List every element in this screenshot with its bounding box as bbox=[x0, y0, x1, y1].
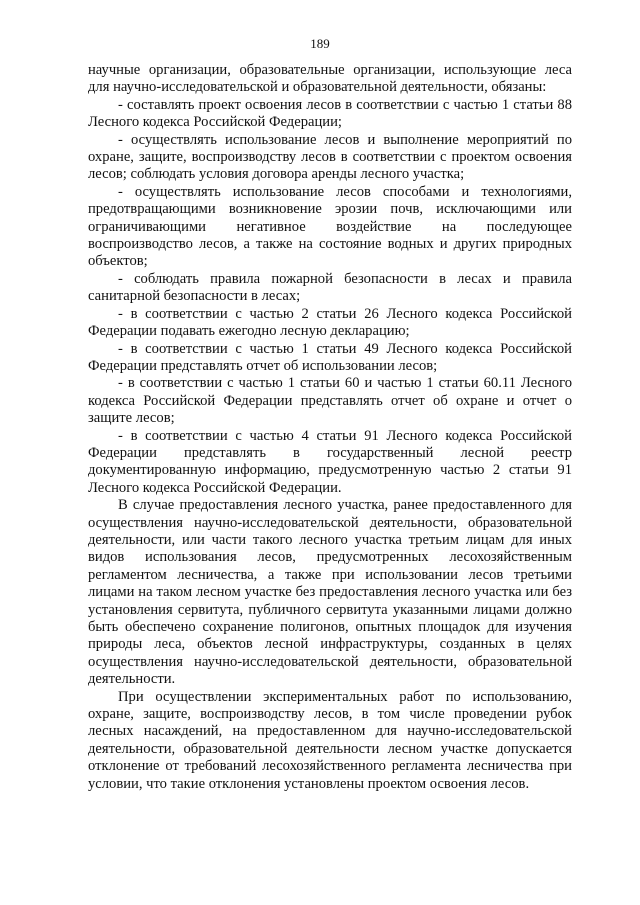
list-item-erosion-prevention: - осуществлять использование лесов способами и технологиями, предотвращающими возникновение эрозии почв, исключающими или ограничивающими негативное воздействие на последующее воспроизводство лесов, а также на состояние водных и других природных объектов; bbox=[88, 183, 572, 270]
list-item-forest-declaration: - в соответствии с частью 2 статьи 26 Лесного кодекса Российской Федерации подавать ежегодно лесную декларацию; bbox=[88, 305, 572, 340]
intro-paragraph: научные организации, образовательные организации, использующие леса для научно-исследовательской и образовательной деятельности, обязаны: bbox=[88, 62, 572, 96]
list-item-forest-use-and-protection: - осуществлять использование лесов и выполнение мероприятий по охране, защите, воспроизводству лесов в соответствии с проектом освоения лесов; соблюдать условия договора аренды лесного участка; bbox=[88, 131, 572, 183]
list-item-use-report: - в соответствии с частью 1 статьи 49 Лесного кодекса Российской Федерации представлять отчет об использовании лесов; bbox=[88, 340, 572, 374]
list-item-protection-report: - в соответствии с частью 1 статьи 60 и частью 1 статьи 60.11 Лесного кодекса Российской Федерации представлять отчет об охране и отчет о защите лесов; bbox=[88, 375, 572, 427]
paragraph-third-party-use: В случае предоставления лесного участка, ранее предоставленного для осуществления научно-исследовательской деятельности, образовательной деятельности, или части такого лесного участка третьим лицам для иных видов использования лесов, предусмотренных лесохозяйственным регламентом лесничества, а также при использовании лесов третьими лицами на таком лесном участке без предоставления лесного участка или без установления сервитута, публичного сервитута указанными лицами должно быть обеспечено сохранение полигонов, опытных площадок для изучения природы леса, объектов лесной инфраструктуры, созданных в целях осуществления научно-исследовательской деятельности, образовательной деятельности. bbox=[88, 497, 572, 688]
list-item-fire-safety: - соблюдать правила пожарной безопасности в лесах и правила санитарной безопасности в лесах; bbox=[88, 270, 572, 305]
list-item-state-registry: - в соответствии с частью 4 статьи 91 Лесного кодекса Российской Федерации представлять в государственный лесной реестр документированную информацию, предусмотренную частью 2 статьи 91 Лесного кодекса Российской Федерации. bbox=[88, 427, 572, 496]
paragraph-experimental-work: При осуществлении экспериментальных работ по использованию, охране, защите, воспроизводству лесов, в том числе проведении рубок лесных насаждений, на предоставленном для научно-исследовательской деятельности, образовательной деятельности лесном участке допускается отклонение от требований лесохозяйственного регламента лесничества при условии, что такие отклонения установлены проектом освоения лесов. bbox=[88, 688, 572, 792]
document-body bbox=[88, 62, 572, 793]
list-item-forest-project: - составлять проект освоения лесов в соответствии с частью 1 статьи 88 Лесного кодекса Российской Федерации; bbox=[88, 96, 572, 131]
page-number: 189 bbox=[310, 36, 330, 51]
